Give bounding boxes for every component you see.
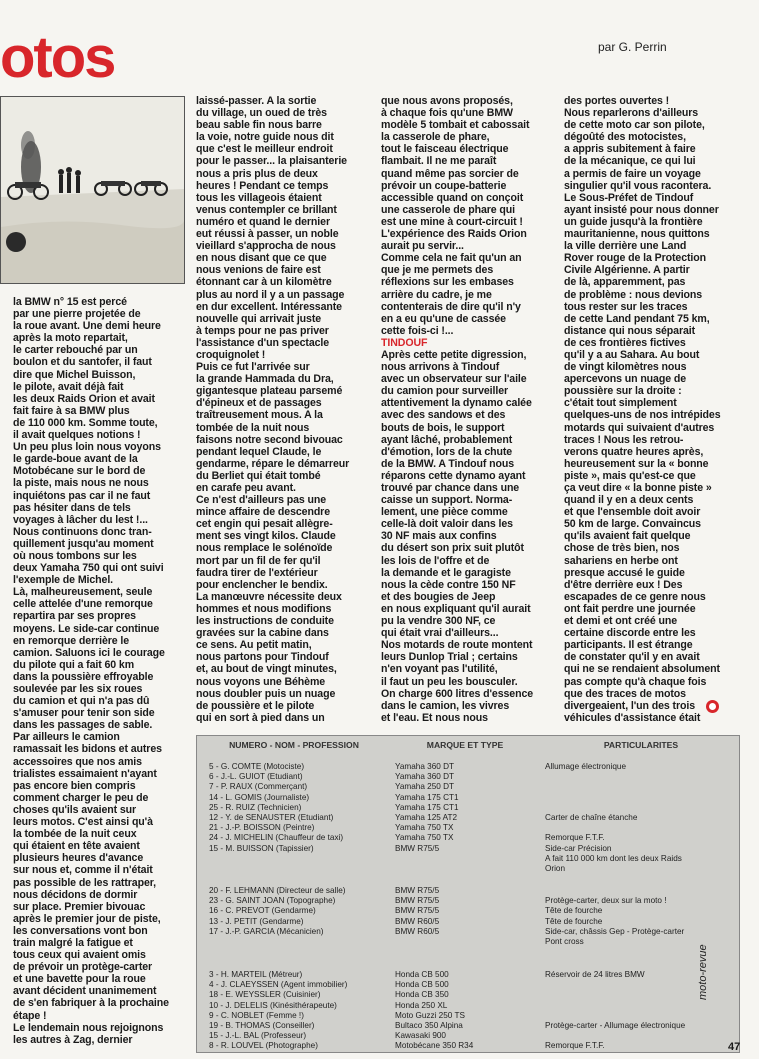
table-cell: 24 - J. MICHELIN (Chauffeur de taxi) [209,833,344,843]
table-cell: A fait 110 000 km dont les deux Raids [545,853,682,863]
table-cell: Yamaha 125 AT2 [395,813,458,822]
table-cell: 9 - C. NOBLET (Femme !) [209,1010,304,1020]
table-cell: Tête de fourche [545,906,603,916]
table-cell: Pont cross [545,937,584,946]
table-cell: BMW R75/5 [395,843,440,853]
table-cell: 12 - Y. de SENAUSTER (Etudiant) [209,813,334,822]
table-row [197,927,739,937]
table-row [197,854,739,864]
table-row [197,906,739,916]
byline: par G. Perrin [598,40,667,54]
article-column-2: laissé-passer. A la sortie du village, un oued de très beau sable fin nous barre la voie, notre guide nous dit que c'est le meilleur endroit pour le passer... la plaisanterie nous a pris plus de deux heures ! Pendant ce temps tous les villageois étaient venus contempler ce brillant numéro et quand le dernier eut réussi à passer, un noble vieillard s'approcha de nous en nous disant que ce que nous venions de faire est étonnant car à un kilomètre plus au nord il y a un passage en dur excellent. Intéressante nouvelle qui arrivait juste à temps pour ne pas priver l'assistance d'un spectacle croquignolet ! Puis ce fut l'arrivée sur la grande Hammada du Dra, gigantesque plateau parsemé d'épineux et de passages traîtreusement mous. A la tombée de la nuit nous faisons notre second bivouac pendant lequel Claude, le gendarme, répare le démarreur du Berliet qui était tombé en carafe peu avant. Ce n'est d'ailleurs pas une mince affaire de descendre cet engin qui pesait allègre- ment ses vingt kilos. Claude nous remplace le solénoïde mort par un fil de fer qu'il faudra tirer de l'extérieur pour enclencher le bendix. La manœuvre nécessite deux hommes et nous modifions les instructions de conduite gravées sur la cabine dans ce sens. Au petit matin, nous partons pour Tindouf et, au bout de vingt minutes, nous voyons une Béhème nous doubler puis un nuage de poussière et le pilote qui en sort à pied dans un [196,95,350,723]
article-end-mark-icon [706,700,719,713]
table-row [197,1001,739,1011]
table-header-make: MARQUE ET TYPE [426,740,504,750]
table-cell: 17 - J.-P. GARCIA (Mécanicien) [209,926,324,936]
table-cell: Honda CB 350 [395,990,449,1000]
table-cell: Yamaha 250 DT [395,782,455,792]
table-cell: 10 - J. DELELIS (Kinésithérapeute) [209,1000,337,1010]
table-cell: Orion [545,864,566,873]
table-cell: Carter de chaîne étanche [545,813,638,822]
article-column-4: des portes ouvertes ! Nous reparlerons d'ailleurs de cette moto car son pilote, dégoûté des motocistes, a appris subitement à faire de la mécanique, ce qui lui a permis de faire un voyage singulier qu'il vous racontera. Le Sous-Préfet de Tindouf ayant insisté pour nous donner un guide jusqu'à la frontière mauritanienne, nous quittons la ville derrière une Land Rover rouge de la Protection Civile Algérienne. A partir de là, apparemment, pas de problème : nous devions tous rester sur les traces de cette Land pendant 75 km, distance qui nous séparait de ces frontières fictives qu'il y a au Sahara. Au bout de vingt kilomètres nous apercevons un nuage de poussière sur la droite : c'était tout simplement quelques-uns de nos intrépides motards qui suivaient d'autres traces ! Nous les retrou- verons quatre heures après, heureusement sur la « bonne piste », mais qu'est-ce que ça veut dire « la bonne piste » quand il y en a deux cents et que l'ensemble doit avoir 50 km de large. Convaincus qu'ils avaient fait quelque chose de très bien, nos sahariens en herbe ont presque accusé le guide d'être derrière eux ! Des escapades de ce genre nous ont fait perdre une journée et demi et ont créé une certaine discorde entre les participants. Il est étrange de constater qu'il y en avait qui ne se rendaient absolument pas compte qu'à chaque fois que des traces de motos divergeaient, l'un des trois véhicules d'assistance était [564,95,721,723]
table-cell: 6 - J.-L. GUIOT (Etudiant) [209,772,303,782]
table-cell: Honda 250 XL [395,1000,448,1010]
table-cell: 5 - G. COMTE (Motociste) [209,762,305,771]
table-row [197,1031,739,1041]
table-cell: 15 - J.-L. BAL (Professeur) [209,1031,307,1041]
table-cell: Motobécane 350 R34 [395,1041,474,1051]
table-cell: 23 - G. SAINT JOAN (Topographe) [209,896,336,906]
table-row [197,1021,739,1031]
table-cell: Bultaco 350 Alpina [395,1021,463,1030]
table-cell: Kawasaki 900 [395,1031,446,1041]
table-cell: Yamaha 175 CT1 [395,802,459,812]
table-row [197,896,739,906]
table-cell: Side-car Précision [545,843,612,853]
table-cell: 7 - P. RAUX (Commerçant) [209,782,308,792]
table-row [197,886,739,896]
table-cell: 19 - B. THOMAS (Conseiller) [209,1021,315,1030]
table-cell: 20 - F. LEHMANN (Directeur de salle) [209,886,346,895]
table-row [197,990,739,1000]
table-cell: Remorque F.T.F. [545,1041,605,1051]
table-header-name: NUMERO - NOM - PROFESSION [229,740,359,750]
table-cell: Protège-carter - Allumage électronique [545,1021,686,1030]
table-cell: BMW R60/5 [395,926,440,936]
article-title-fragment: otos [0,25,115,90]
table-row [197,772,739,782]
desert-photo-illustration [1,97,184,283]
table-header-notes: PARTICULARITES [603,740,679,750]
table-cell: 21 - J.-P. BOISSON (Peintre) [209,823,315,833]
table-row [197,1041,739,1051]
table-cell: 16 - C. PREVOT (Gendarme) [209,906,316,916]
table-cell: Yamaha 175 CT1 [395,792,459,802]
table-cell: Side-car, châssis Gep - Protège-carter [545,926,685,936]
table-cell: 8 - R. LOUVEL (Photographe) [209,1041,318,1051]
table-row [197,823,739,833]
table-cell: 15 - M. BUISSON (Tapissier) [209,843,314,853]
table-row [197,793,739,803]
table-cell: Tête de fourche [545,916,603,926]
table-row [197,917,739,927]
table-row [197,782,739,792]
article-photo [0,96,185,284]
table-cell: Réservoir de 24 litres BMW [545,970,645,979]
page-number: 47 [728,1041,741,1053]
table-cell: 14 - L. GOMIS (Journaliste) [209,792,310,802]
table-row [197,803,739,813]
section-subhead-tindouf: TINDOUF [381,336,428,349]
table-cell: Honda CB 500 [395,980,449,990]
table-cell: BMW R75/5 [395,886,440,895]
participants-table [196,735,740,1053]
table-cell: Honda CB 500 [395,970,449,979]
article-column-3 [381,95,553,723]
table-row [197,833,739,843]
table-cell: BMW R75/5 [395,896,440,906]
table-row [197,813,739,823]
magazine-name: moto-revue [697,944,709,1000]
table-row [197,1011,739,1021]
table-row [197,864,739,874]
table-cell: Protège-carter, deux sur la moto ! [545,896,667,906]
table-cell: 4 - J. CLAEYSSEN (Agent immobilier) [209,980,348,990]
table-cell: 25 - R. RUIZ (Technicien) [209,802,302,812]
table-cell: Yamaha 750 TX [395,833,454,843]
table-row [197,844,739,854]
table-row [197,980,739,990]
table-cell: BMW R75/5 [395,906,440,916]
table-row [197,937,739,947]
table-cell: 3 - H. MARTEIL (Métreur) [209,970,303,979]
table-cell: Yamaha 750 TX [395,823,454,833]
table-cell: BMW R60/5 [395,916,440,926]
table-cell [545,1052,737,1053]
table-row [197,970,739,980]
table-row [197,1052,739,1053]
table-cell: 13 - J. PETIT (Gendarme) [209,916,304,926]
article-column-1: la BMW n° 15 est percé par une pierre projetée de la roue avant. Une demi heure après la moto repartait, le carter rebouché par un boulon et du santofer, il faut dire que Michel Buisson, le pilote, avait déjà fait les deux Raids Orion et avait fait faire à sa BMW plus de 110 000 km. Somme toute, il avait quelques notions ! Un peu plus loin nous voyons le garde-boue avant de la Motobécane sur le bord de la piste, mais nous ne nous inquiétons pas car il ne faut pas hésiter dans de tels voyages à lâcher du lest !... Nous continuons donc tran- quillement jusqu'au moment où nous tombons sur les deux Yamaha 750 qui ont suivi l'exemple de Michel. Là, malheureusement, seule celle attelée d'une remorque repartira par ses propres moyens. Le side-car continue en remorque derrière le camion. Saluons ici le courage du pilote qui a fait 60 km dans la poussière effroyable soulevée par les six roues du camion et qui n'a pas dû s'amuser pour tenir son side dans les passages de sable. Par ailleurs le camion ramassait les bidons et autres accessoires que nos amis trialistes essaimaient n'ayant pas encore bien compris comment charger le peu de choses qu'ils avaient sur leurs motos. C'est ainsi qu'à la tombée de la nuit ceux qui étaient en tête avaient plusieurs heures d'avance sur nous et, comme il n'était pas possible de les rattraper, nous décidons de dormir sur place. Premier bivouac après le premier jour de piste, les conversations vont bon train malgré la fatigue et tous ceux qui avaient omis de prévoir un protège-carter et une bavette pour la roue avant décident unanimement de s'en fabriquer à la prochaine étape ! Le lendemain nous rejoignons les autres à Zag, dernier [13,296,169,1046]
table-cell: Moto Guzzi 250 TS [395,1010,465,1020]
table-cell: 18 - E. WEYSSLER (Cuisinier) [209,990,321,1000]
table-cell: Allumage électronique [545,762,627,771]
article-column-3-part-2: Après cette petite digression, nous arrivons à Tindouf avec un observateur sur l'aile du camion pour surveiller attentivement la dynamo calée avec des sandows et des bouts de bois, le support ayant lâché, probablement d'émotion, lors de la chute de la BMW. A Tindouf nous réparons cette dynamo ayant trouvé par chance dans une caisse un support. Norma- lement, une pièce comme celle-là doit valoir dans les 30 NF mais aux confins du désert son prix suit plutôt les lois de l'offre et de la demande et le garagiste nous la cède contre 150 NF et des bougies de Jeep en nous expliquant qu'il aurait pu la vendre 300 NF, ce qui était vrai d'ailleurs... Nos motards de route montent leurs Dunlop Trial ; certains n'en voyant pas l'utilité, il faut un peu les bousculer. On charge 600 litres d'essence dans le camion, les vivres et l'eau. Et nous nous [381,348,534,723]
article-column-3-part-1: que nous avons proposés, à chaque fois qu'une BMW modèle 5 tombait et cabossait la casserole de phare, tout le faisceau électrique flambait. Il ne me paraît quand même pas sorcier de prévoir un coupe-batterie accessible quand on conçoit une casserole de phare qui est une mine à court-circuit ! L'expérience des Raids Orion aurait pu servir... Comme cela ne fait qu'un an que je me permets des réflexions sur les embases arrière du cadre, je me contenterais de dire qu'il n'y en a eu qu'une de cassée cette fois-ci !... [381,95,530,337]
table-cell: Yamaha 360 DT [395,772,455,782]
table-row [197,762,739,772]
table-cell: Remorque F.T.F. [545,833,605,843]
table-cell: Yamaha 360 DT [395,762,455,771]
